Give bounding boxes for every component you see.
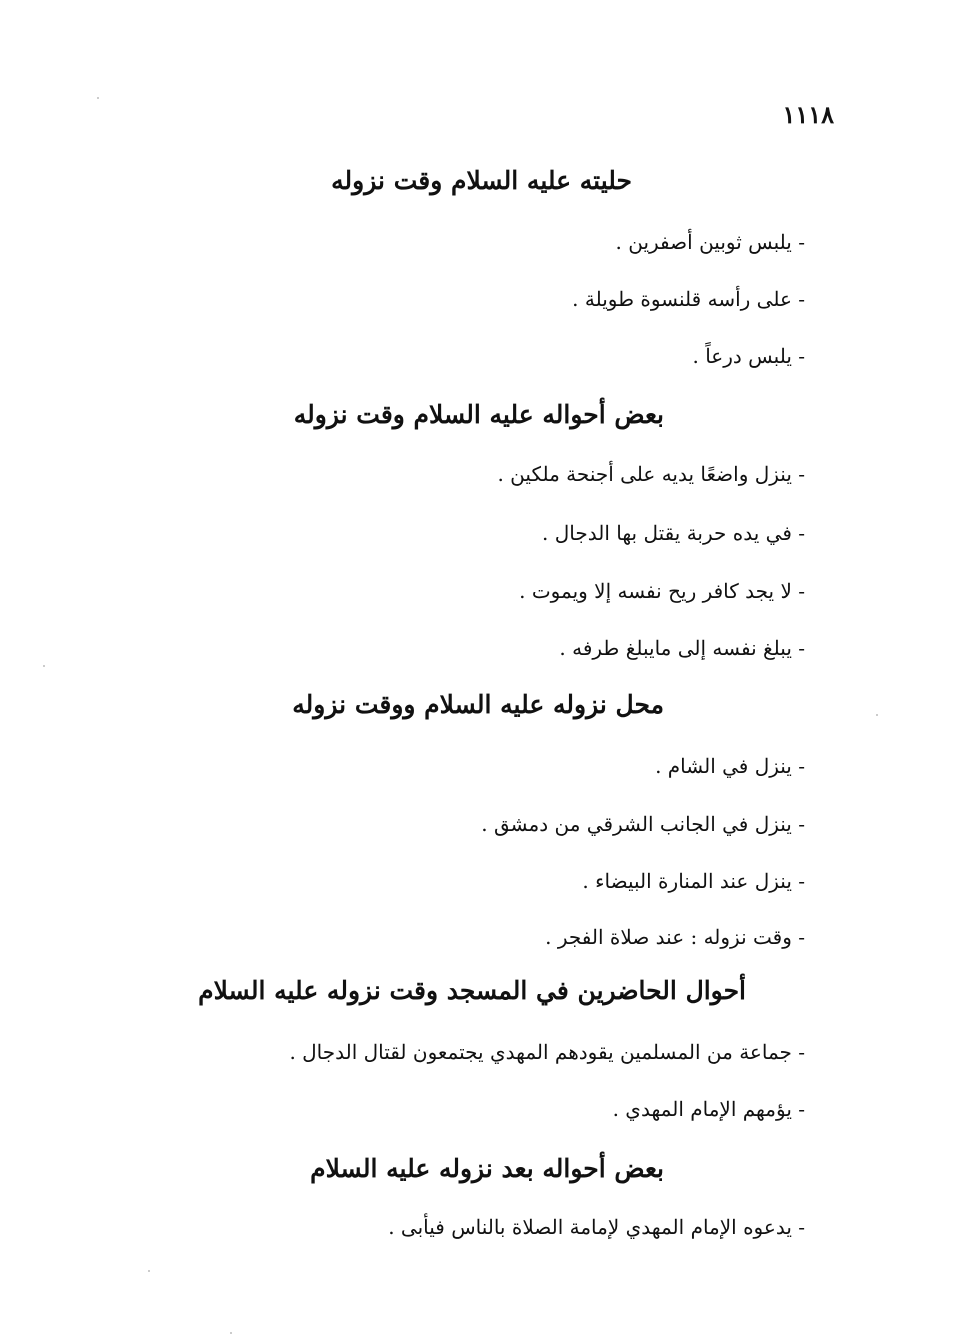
- scan-speck: [43, 665, 45, 667]
- list-item: - على رأسه قلنسوة طويلة .: [572, 287, 805, 311]
- list-item: - وقت نزوله : عند صلاة الفجر .: [545, 925, 805, 949]
- scan-speck: [230, 1332, 232, 1334]
- list-item: - ينزل في الشام .: [655, 754, 805, 778]
- section-heading: أحوال الحاضرين في المسجد وقت نزوله عليه السلام: [198, 976, 746, 1005]
- list-item: - في يده حربة يقتل بها الدجال .: [542, 521, 805, 545]
- section-heading: حليته عليه السلام وقت نزوله: [331, 166, 632, 195]
- scan-speck: [97, 97, 99, 99]
- list-item: - جماعة من المسلمين يقودهم المهدي يجتمعون لقتال الدجال .: [289, 1040, 805, 1064]
- section-heading: بعض أحواله عليه السلام وقت نزوله: [293, 400, 664, 429]
- scan-speck: [876, 714, 878, 716]
- list-item: - يلبس درعاً .: [692, 344, 805, 368]
- section-heading: بعض أحواله بعد نزوله عليه السلام: [310, 1154, 664, 1183]
- list-item: - ينزل عند المنارة البيضاء .: [582, 869, 805, 893]
- list-item: - يلبس ثوبين أصفرين .: [615, 230, 805, 254]
- list-item: - ينزل في الجانب الشرقي من دمشق .: [481, 812, 805, 836]
- scan-speck: [148, 1270, 150, 1272]
- section-heading: محل نزوله عليه السلام ووقت نزوله: [292, 690, 664, 719]
- page-number: ١١١٨: [782, 100, 834, 129]
- list-item: - ينزل واضعًا يديه على أجنحة ملكين .: [497, 462, 805, 486]
- list-item: - يدعوه الإمام المهدي لإمامة الصلاة بالناس فيأبى .: [388, 1215, 805, 1239]
- list-item: - لا يجد كافر ريح نفسه إلا ويموت .: [519, 579, 805, 603]
- list-item: - يبلغ نفسه إلى مايبلغ طرفه .: [559, 636, 805, 660]
- list-item: - يؤمهم الإمام المهدي .: [612, 1097, 805, 1121]
